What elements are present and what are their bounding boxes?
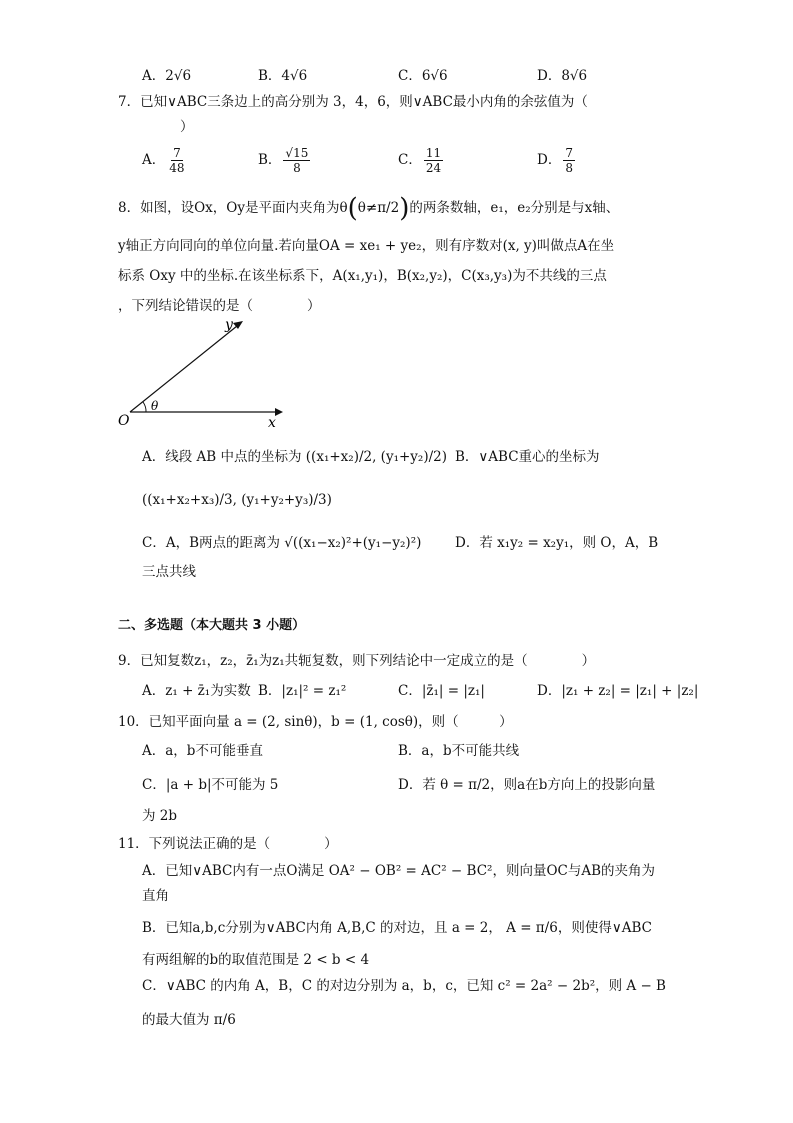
q8-option-b: B．∨ABC重心的坐标为 xyxy=(455,449,600,465)
q7-stem-line1: 7．已知∨ABC三条边上的高分别为 3，4，6，则∨ABC最小内角的余弦值为（ xyxy=(118,94,588,110)
q7-option-b-frac xyxy=(283,146,310,175)
section-title-multi-choice: 二、多选题（本大题共 3 小题） xyxy=(118,618,306,633)
q7-option-d-den: 8 xyxy=(565,161,573,175)
q10-option-c: C．|a + b|不可能为 5 xyxy=(142,777,279,793)
q7-option-c-num: 11 xyxy=(425,146,442,160)
q8-line1-cond: θ≠π/2 xyxy=(357,200,400,216)
x-axis-arrow xyxy=(275,408,283,416)
y-axis-line xyxy=(130,326,237,412)
q11-option-a-line2: 直角 xyxy=(142,888,169,904)
q9-option-d: D．|z₁ + z₂| = |z₁| + |z₂| xyxy=(537,683,699,699)
q11-option-c-line2: 的最大值为 π/6 xyxy=(142,1012,236,1028)
q7-option-b-label: B． xyxy=(258,152,282,168)
q10-option-b: B．a，b不可能共线 xyxy=(398,743,520,759)
q6-option-c xyxy=(398,66,448,86)
q7-option-c-den: 24 xyxy=(425,161,442,175)
q9-stem: 9．已知复数z₁，z₂，z̄₁为z₁共轭复数，则下列结论中一定成立的是（ ） xyxy=(118,653,596,669)
q8-option-b-line2: ((x₁+x₂+x₃)/3, (y₁+y₂+y₃)/3) xyxy=(142,492,332,508)
q11-option-b-line2: 有两组解的b的取值范围是 2 < b < 4 xyxy=(142,952,370,968)
q7-option-d-frac xyxy=(563,146,575,175)
theta-arc xyxy=(143,402,146,412)
q8-option-d: D．若 x₁y₂ = x₂y₁，则 O，A，B xyxy=(455,535,659,551)
q7-option-c-frac xyxy=(424,146,443,175)
q10-option-a: A．a，b不可能垂直 xyxy=(142,743,263,759)
q11-option-b-line1: B．已知a,b,c分别为∨ABC内角 A,B,C 的对边，且 a = 2， A = π/6，则使得∨ABC xyxy=(142,920,652,936)
q7-option-c-label: C． xyxy=(398,152,422,168)
q8-line1-b: 的两条数轴，e₁，e₂分别是与x轴、 xyxy=(409,200,620,216)
q8-stem-line1 xyxy=(118,193,620,224)
q8-axis-figure xyxy=(115,315,295,430)
q8-paren-open: ( xyxy=(347,193,358,224)
fig-theta-label: θ xyxy=(151,399,159,413)
q6-option-d-text: D．8√6 xyxy=(537,68,588,84)
q10-stem: 10．已知平面向量 a = (2, sinθ)，b = (1, cosθ)，则（ ） xyxy=(118,714,513,730)
q7-option-d-num: 7 xyxy=(565,146,573,160)
q6-option-b-text: B．4√6 xyxy=(258,68,308,84)
q7-option-a-label: A． xyxy=(142,152,166,168)
q8-stem-line2: y轴正方向同向的单位向量.若向量OA = xe₁ + ye₂，则有序数对(x, y)叫做点A在坐 xyxy=(118,238,615,254)
q6-option-c-text: C．6√6 xyxy=(398,68,448,84)
q11-option-c-line1: C．∨ABC 的内角 A，B，C 的对边分别为 a，b，c，已知 c² = 2a² − 2b²，则 A − B xyxy=(142,978,666,994)
q8-stem-line3: 标系 Oxy 中的坐标.在该坐标系下，A(x₁,y₁)，B(x₂,y₂)，C(x₃,y₃)为不共线的三点 xyxy=(118,268,607,284)
q7-option-d xyxy=(537,146,577,175)
q7-option-a-frac xyxy=(167,146,186,175)
q7-option-b xyxy=(258,146,312,175)
q6-option-b xyxy=(258,66,307,86)
q8-stem-line4: ，下列结论错误的是（ ） xyxy=(118,298,321,314)
q7-option-a xyxy=(142,146,189,175)
q9-option-a: A．z₁ + z̄₁为实数 xyxy=(142,683,251,699)
q7-option-c xyxy=(398,146,445,175)
q7-option-b-den: 8 xyxy=(293,161,301,175)
q8-option-a: A．线段 AB 中点的坐标为 ((x₁+x₂)/2, (y₁+y₂)/2) xyxy=(142,449,448,465)
q7-option-d-label: D． xyxy=(537,152,562,168)
fig-origin-label: O xyxy=(118,413,130,429)
q6-option-a-text: A．2√6 xyxy=(142,68,192,84)
q9-option-b: B．|z₁|² = z₁² xyxy=(258,683,347,699)
q9-option-c: C．|z̄₁| = |z₁| xyxy=(398,683,485,699)
q7-stem-line2: ） xyxy=(180,119,194,135)
q7-option-b-num: √15 xyxy=(285,146,309,160)
q7-option-a-den: 48 xyxy=(169,161,185,175)
q8-line1-a: 8．如图，设Ox，Oy是平面内夹角为θ xyxy=(118,200,348,216)
q6-option-a xyxy=(142,66,191,86)
q6-option-d xyxy=(537,66,587,86)
q10-option-d-line2: 为 2b xyxy=(142,808,178,824)
q8-paren-close: ) xyxy=(399,193,410,224)
q10-option-d: D．若 θ = π/2，则a在b方向上的投影向量 xyxy=(398,777,656,793)
fig-y-label: y xyxy=(225,317,233,333)
q7-option-a-num: 7 xyxy=(173,146,181,160)
q8-option-d-line2: 三点共线 xyxy=(142,564,196,580)
fig-x-label: x xyxy=(268,415,276,430)
q8-option-c: C．A，B两点的距离为 √((x₁−x₂)²+(y₁−y₂)²) xyxy=(142,535,422,551)
q11-option-a-line1: A．已知∨ABC内有一点O满足 OA² − OB² = AC² − BC²，则向量OC与AB的夹角为 xyxy=(142,863,656,879)
q11-stem: 11．下列说法正确的是（ ） xyxy=(118,836,338,852)
